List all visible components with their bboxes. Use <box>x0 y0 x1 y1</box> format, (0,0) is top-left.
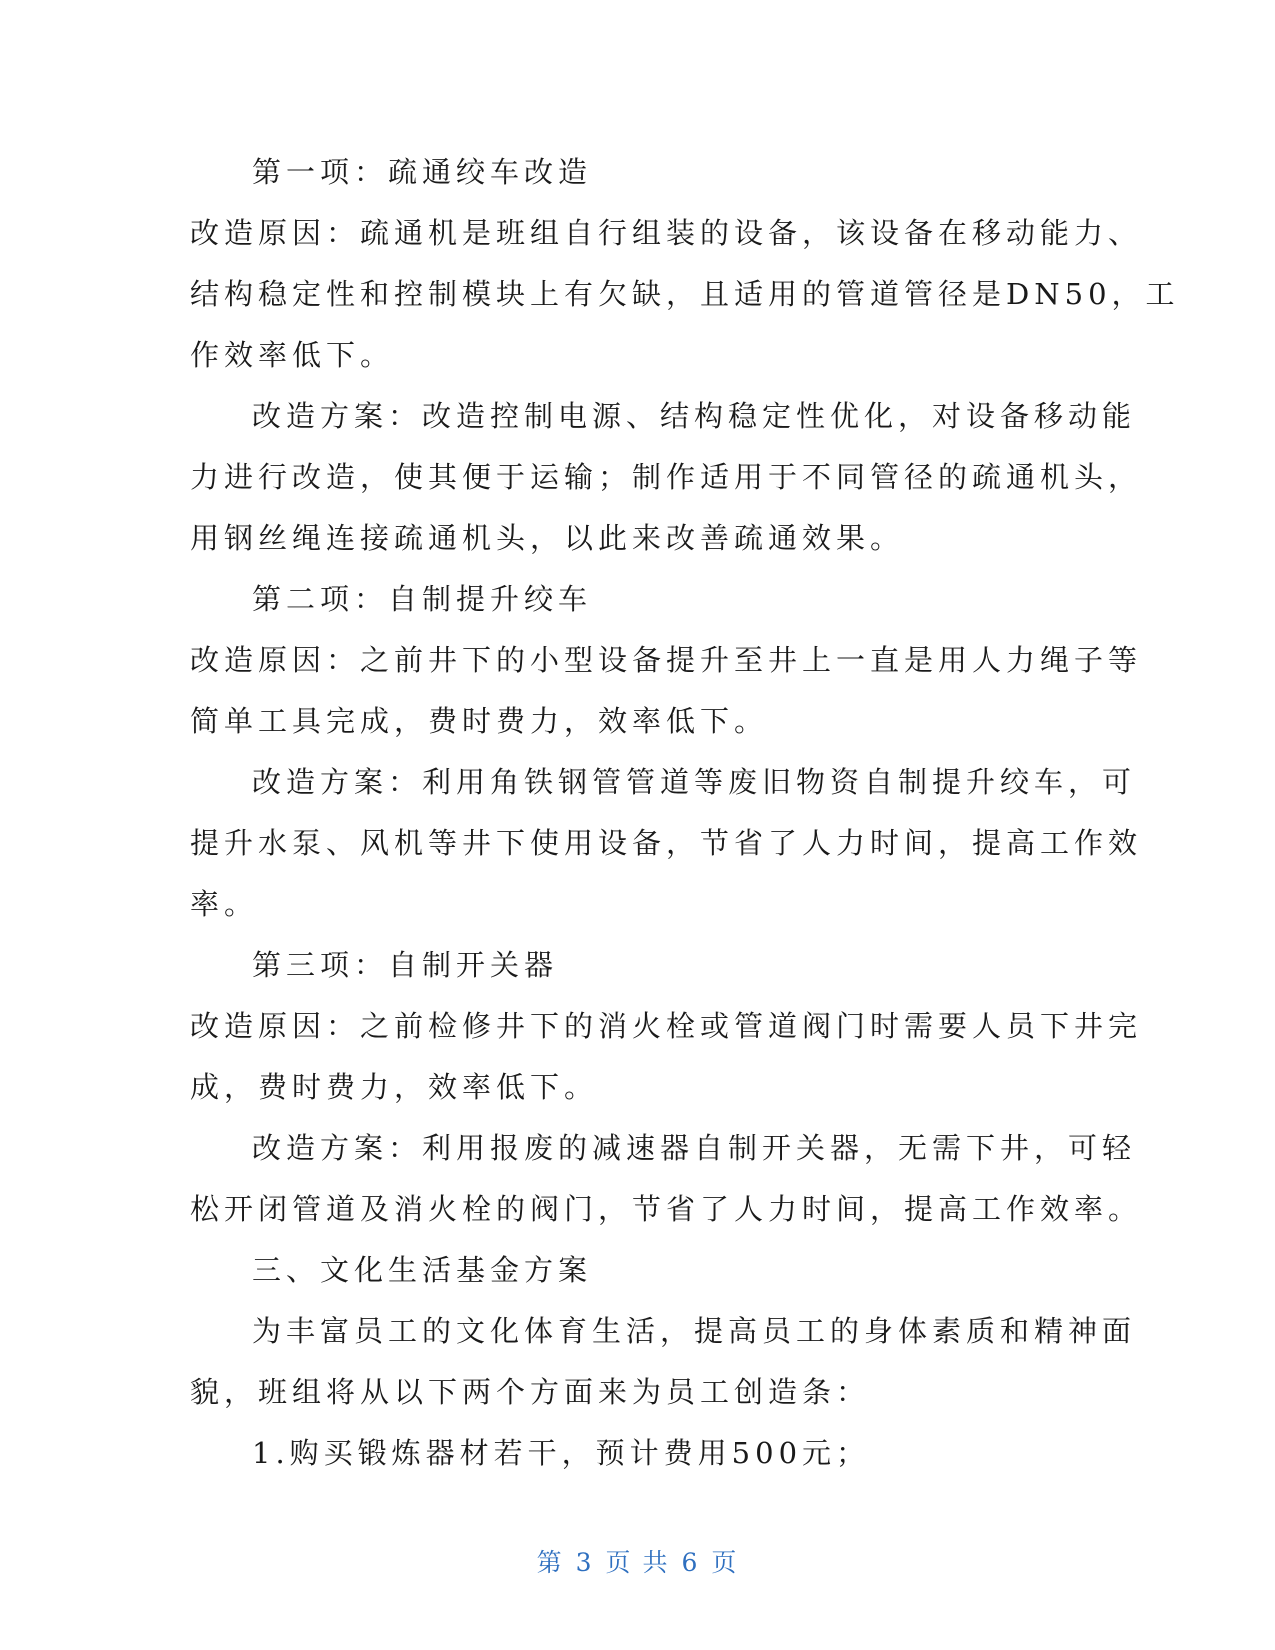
paragraph-line: 作效率低下。 <box>190 338 395 372</box>
paragraph-line: 改造原因：疏通机是班组自行组装的设备，该设备在移动能力、 <box>190 216 1143 250</box>
paragraph-line: 用钢丝绳连接疏通机头，以此来改善疏通效果。 <box>190 521 905 555</box>
document-body <box>190 142 1180 1484</box>
paragraph-line: 成，费时费力，效率低下。 <box>190 1070 599 1104</box>
list-item: 1.购买锻炼器材若干，预计费用500元； <box>252 1436 871 1470</box>
paragraph-line: 提升水泵、风机等井下使用设备，节省了人力时间，提高工作效 <box>190 826 1143 860</box>
paragraph-line: 松开闭管道及消火栓的阀门，节省了人力时间，提高工作效率。 <box>190 1192 1143 1226</box>
paragraph-line: 力进行改造，使其便于运输；制作适用于不同管径的疏通机头， <box>190 460 1143 494</box>
paragraph-line: 结构稳定性和控制模块上有欠缺，且适用的管道管径是DN50，工 <box>190 277 1180 311</box>
paragraph-line: 率。 <box>190 887 259 921</box>
paragraph-line: 为丰富员工的文化体育生活，提高员工的身体素质和精神面 <box>252 1314 1137 1348</box>
page-footer <box>0 1543 1275 1579</box>
paragraph-line: 改造方案：利用报废的减速器自制开关器，无需下井，可轻 <box>252 1131 1137 1165</box>
section-heading-culture-fund: 三、文化生活基金方案 <box>252 1253 593 1287</box>
paragraph-line: 简单工具完成，费时费力，效率低下。 <box>190 704 769 738</box>
section-heading-3: 第三项：自制开关器 <box>252 948 559 982</box>
footer-total-pages: 6 <box>681 1548 700 1577</box>
paragraph-line: 改造方案：利用角铁钢管管道等废旧物资自制提升绞车，可 <box>252 765 1137 799</box>
section-heading-2: 第二项：自制提升绞车 <box>252 582 593 616</box>
paragraph-line: 改造方案：改造控制电源、结构稳定性优化，对设备移动能 <box>252 399 1137 433</box>
footer-middle: 页 共 <box>605 1548 670 1577</box>
paragraph-line: 貌，班组将从以下两个方面来为员工创造条： <box>190 1375 871 1409</box>
paragraph-line: 改造原因：之前井下的小型设备提升至井上一直是用人力绳子等 <box>190 643 1143 677</box>
footer-prefix: 第 <box>536 1548 564 1577</box>
section-heading-1: 第一项：疏通绞车改造 <box>252 155 593 189</box>
footer-page-number: 3 <box>575 1548 594 1577</box>
footer-suffix: 页 <box>711 1548 739 1577</box>
paragraph-line: 改造原因：之前检修井下的消火栓或管道阀门时需要人员下井完 <box>190 1009 1143 1043</box>
